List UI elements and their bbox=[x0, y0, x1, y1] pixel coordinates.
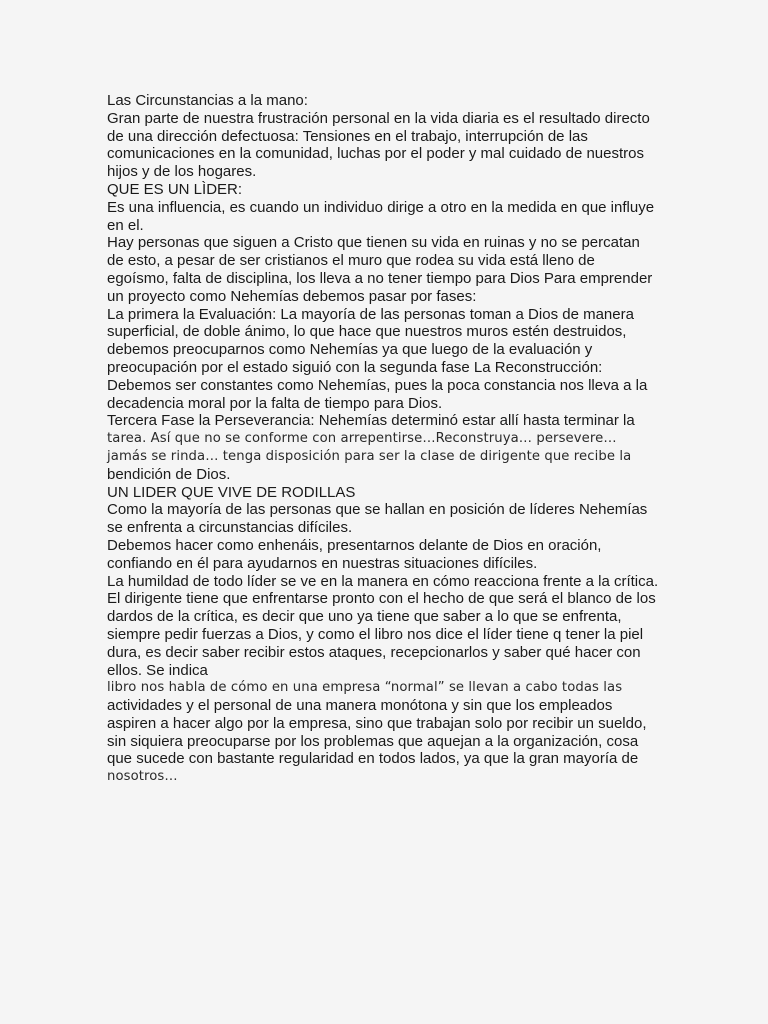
text-line: aspiren a hacer algo por la empresa, sino que trabajan solo por recibir un sueldo, bbox=[107, 714, 647, 732]
text-line: La primera la Evaluación: La mayoría de las personas toman a Dios de manera bbox=[107, 305, 634, 323]
text-line: preocupación por el estado siguió con la segunda fase La Reconstrucción: bbox=[107, 358, 603, 376]
text-line: jamás se rinda… tenga disposición para ser la clase de dirigente que recibe la bbox=[107, 448, 632, 464]
document-body bbox=[107, 92, 667, 786]
text-line: siempre pedir fuerzas a Dios, y como el libro nos dice el líder tiene q tener la piel bbox=[107, 625, 644, 643]
text-line: que sucede con bastante regularidad en todos lados, ya que la gran mayoría de bbox=[107, 750, 639, 768]
text-line: dura, es decir saber recibir estos ataques, recepcionarlos y saber qué hacer con bbox=[107, 643, 641, 661]
text-line: tarea. Así que no se conforme con arrepentirse…Reconstruya… persevere… bbox=[107, 431, 617, 447]
text-line: Como la mayoría de las personas que se hallan en posición de líderes Nehemías bbox=[107, 501, 648, 519]
text-line: UN LIDER QUE VIVE DE RODILLAS bbox=[107, 483, 356, 501]
text-line: Es una influencia, es cuando un individuo dirige a otro en la medida en que influye bbox=[107, 198, 655, 216]
text-line: ellos. Se indica bbox=[107, 661, 208, 679]
text-line: Debemos ser constantes como Nehemías, pues la poca constancia nos lleva a la bbox=[107, 376, 648, 394]
text-line: La humildad de todo líder se ve en la manera en cómo reacciona frente a la crítica. bbox=[107, 572, 659, 590]
text-line: dardos de la crítica, es decir que uno ya tiene que saber a lo que se enfrenta, bbox=[107, 608, 622, 626]
text-line: bendición de Dios. bbox=[107, 465, 231, 483]
text-line: en el. bbox=[107, 216, 144, 234]
text-line: Tercera Fase la Perseverancia: Nehemías determinó estar allí hasta terminar la bbox=[107, 412, 635, 430]
text-line: actividades y el personal de una manera monótona y sin que los empleados bbox=[107, 697, 613, 715]
text-line: libro nos habla de cómo en una empresa “normal” se llevan a cabo todas las bbox=[107, 680, 623, 696]
text-line: debemos preocuparnos como Nehemías ya que luego de la evaluación y bbox=[107, 341, 593, 359]
text-line: Gran parte de nuestra frustración personal en la vida diaria es el resultado directo bbox=[107, 109, 650, 127]
text-line: comunicaciones en la comunidad, luchas por el poder y mal cuidado de nuestros bbox=[107, 145, 644, 163]
text-line: Las Circunstancias a la mano: bbox=[107, 92, 308, 109]
text-line: Hay personas que siguen a Cristo que tienen su vida en ruinas y no se percatan bbox=[107, 234, 640, 252]
text-line: superficial, de doble ánimo, lo que hace que nuestros muros estén destruidos, bbox=[107, 323, 627, 341]
text-line: un proyecto como Nehemías debemos pasar por fases: bbox=[107, 287, 477, 305]
text-line: El dirigente tiene que enfrentarse pronto con el hecho de que será el blanco de los bbox=[107, 590, 656, 608]
text-line: QUE ES UN LÌDER: bbox=[107, 180, 243, 198]
text-line: confiando en él para ayudarnos en nuestras situaciones difíciles. bbox=[107, 554, 538, 572]
text-line: sin siquiera preocuparse por los problemas que aquejan a la organización, cosa bbox=[107, 732, 639, 750]
text-line: se enfrenta a circunstancias difíciles. bbox=[107, 519, 353, 537]
text-line: Debemos hacer como enhenáis, presentarnos delante de Dios en oración, bbox=[107, 536, 602, 554]
text-line: decadencia moral por la falta de tiempo para Dios. bbox=[107, 394, 443, 412]
text-line: egoísmo, falta de disciplina, los lleva a no tener tiempo para Dios Para emprender bbox=[107, 269, 653, 287]
text-line: nosotros… bbox=[107, 769, 178, 785]
text-line: de una dirección defectuosa: Tensiones en el trabajo, interrupción de las bbox=[107, 127, 588, 145]
text-line: hijos y de los hogares. bbox=[107, 163, 257, 181]
text-line: de esto, a pesar de ser cristianos el muro que rodea su vida está lleno de bbox=[107, 252, 595, 270]
